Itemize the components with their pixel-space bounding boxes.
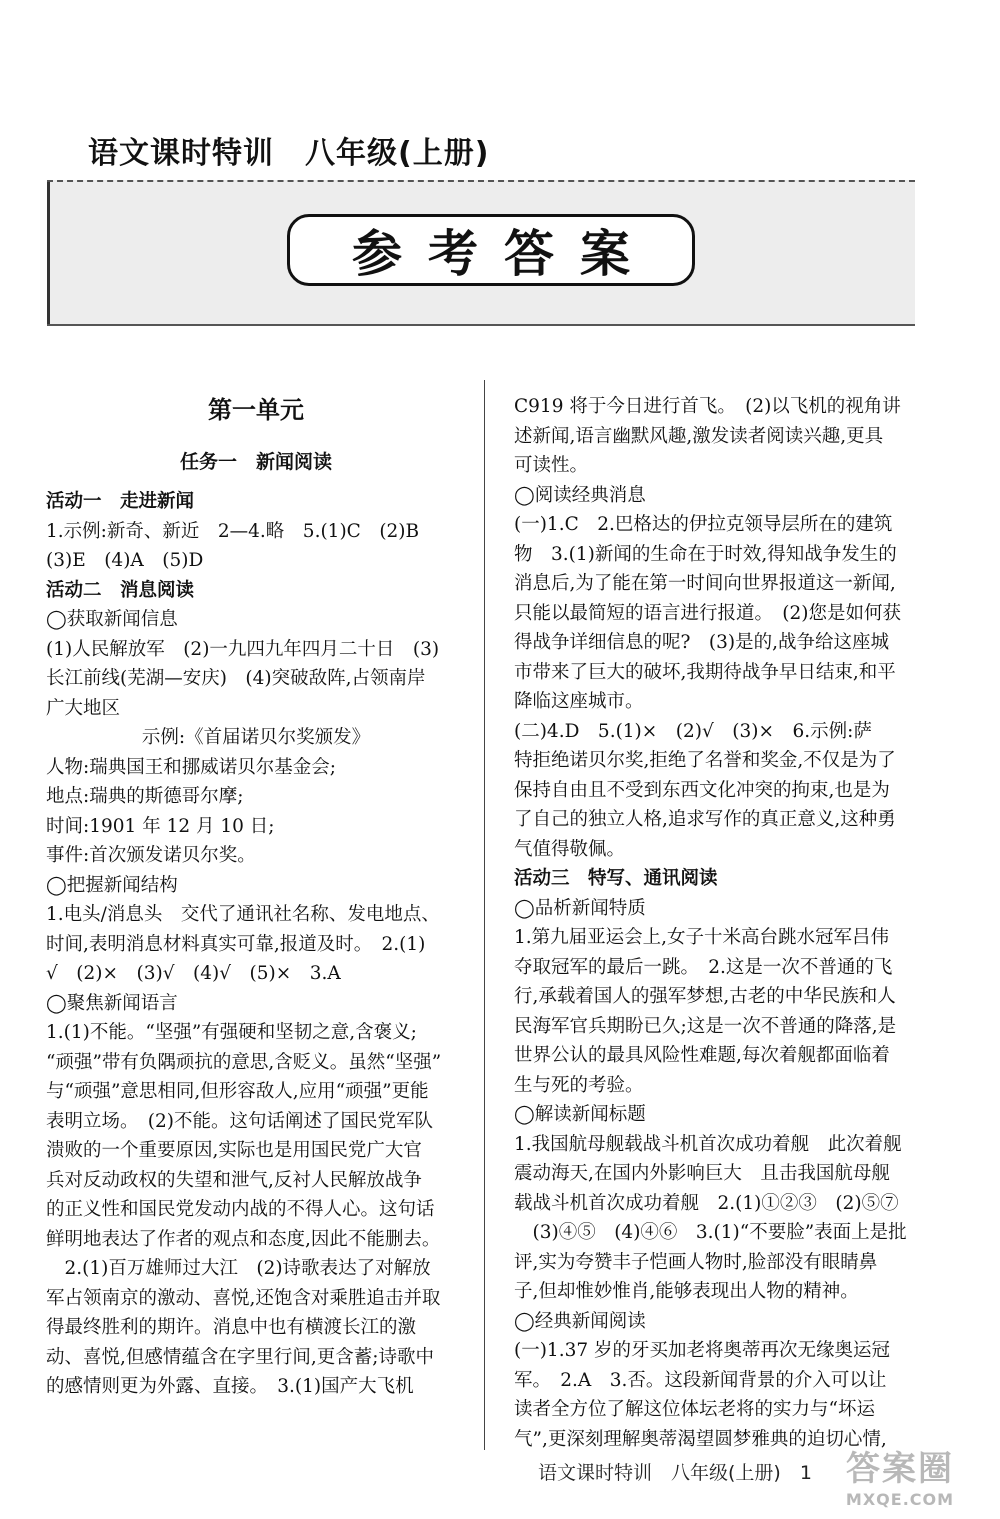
answer-line: 可读性。 <box>514 455 589 476</box>
answer-line: 长江前线(芜湖—安庆) (4)突破敌阵,占领南岸 <box>46 668 426 689</box>
answer-line: 保持自由且不受到东西文化冲突的拘束,也是为 <box>514 779 890 801</box>
answer-line: 气”,更深刻理解奥蒂渴望圆梦雅典的迫切心情, <box>514 1428 887 1450</box>
answer-line: 子,但却惟妙惟肖,能够表现出人物的精神。 <box>514 1281 859 1302</box>
answer-line: 溃败的一个重要原因,实际也是用国民党广大官 <box>46 1140 422 1161</box>
answer-line: “顽强”带有负隅顽抗的意思,含贬义。虽然“坚强” <box>46 1051 442 1073</box>
activity-heading: 活动三 特写、通讯阅读 <box>514 868 718 889</box>
answer-line: ◯聚焦新闻语言 <box>46 992 178 1014</box>
answer-line: 1.电头/消息头 交代了通讯社名称、发电地点、 <box>46 904 440 925</box>
unit-title: 第一单元 <box>208 396 304 424</box>
answer-line: 行,承载着国人的强军梦想,古老的中华民族和人 <box>514 986 896 1007</box>
left-column <box>46 392 466 1402</box>
watermark-url: MXQE.COM <box>845 1490 955 1509</box>
example-title: 示例:《首届诺贝尔奖颁发》 <box>141 727 371 748</box>
answer-line: ◯把握新闻结构 <box>46 874 178 896</box>
answer-line: ◯品析新闻特质 <box>514 897 646 919</box>
answer-line: 广大地区 <box>46 697 121 719</box>
answer-line: 动、喜悦,但感情蕴含在字里行间,更含蓄;诗歌中 <box>46 1346 434 1368</box>
answer-line: 2.(1)百万雄师过大江 (2)诗歌表达了对解放 <box>46 1258 431 1279</box>
answer-line: 鲜明地表达了作者的观点和态度,因此不能删去。 <box>46 1228 441 1250</box>
answer-line: 军占领南京的激动、喜悦,还饱含对乘胜追击并取 <box>46 1287 441 1309</box>
answer-line: 兵对反动政权的失望和泄气,反衬人民解放战争 <box>46 1169 422 1191</box>
answer-line: 时间,表明消息材料真实可靠,报道及时。 2.(1) <box>46 933 426 955</box>
answer-line: 时间:1901 年 12 月 10 日; <box>46 815 275 837</box>
answer-title: 参考答案 <box>352 225 656 283</box>
answer-line: 读者全方位了解这位体坛老将的实力与“坏运 <box>514 1399 875 1420</box>
task-title: 任务一 新闻阅读 <box>179 450 332 473</box>
answer-line: 1.(1)不能。“坚强”有强硬和坚韧之意,含褒义; <box>46 1022 417 1043</box>
answer-line: 物 3.(1)新闻的生命在于时效,得知战争发生的 <box>514 543 897 565</box>
answer-line: 载战斗机首次成功着舰 2.(1)①②③ (2)⑤⑦ <box>514 1192 899 1214</box>
answer-line: 震动海天,在国内外影响巨大 且击我国航母舰 <box>514 1163 890 1184</box>
answer-line: C919 将于今日进行首飞。 (2)以飞机的视角讲 <box>514 396 901 417</box>
answer-line: 特拒绝诺贝尔奖,拒绝了名誉和奖金,不仅是为了 <box>514 750 896 771</box>
answer-line: √ (2)× (3)√ (4)√ (5)× 3.A <box>46 963 341 984</box>
answer-line: ◯解读新闻标题 <box>514 1104 646 1125</box>
book-title: 语文课时特训 八年级(上册) <box>88 136 490 171</box>
answer-line: 市带来了巨大的破坏,我期待战争早日结束,和平 <box>514 661 896 683</box>
answer-line: ◯经典新闻阅读 <box>514 1310 646 1332</box>
answer-line: 评,实为夸赞丰子恺画人物时,脸部没有眼睛鼻 <box>514 1251 878 1273</box>
answer-line: (3)④⑤ (4)④⑥ 3.(1)“不要脸”表面上是批 <box>514 1222 907 1243</box>
activity-heading: 活动二 消息阅读 <box>46 579 195 601</box>
column-divider <box>484 380 485 1450</box>
answer-line: 得战争详细信息的呢? (3)是的,战争给这座城 <box>514 632 890 653</box>
activity-heading: 活动一 走进新闻 <box>46 491 195 512</box>
banner-edge <box>47 182 50 324</box>
answer-line: 人物:瑞典国王和挪威诺贝尔基金会; <box>46 756 336 778</box>
answer-line: 军。 2.A 3.否。这段新闻背景的介入可以让 <box>514 1369 887 1391</box>
answer-line: 世界公认的最具风险性难题,每次着舰都面临着 <box>514 1045 890 1066</box>
answer-line: (3)E (4)A (5)D <box>46 550 204 571</box>
answer-line: 消息后,为了能在第一时间向世界报道这一新闻, <box>514 573 896 594</box>
answer-line: (一)1.37 岁的牙买加老将奥蒂再次无缘奥运冠 <box>514 1340 891 1361</box>
answer-line: 与“顽强”意思相同,但形容敌人,应用“顽强”更能 <box>46 1081 429 1102</box>
answer-line: 夺取冠军的最后一跳。 2.这是一次不普通的飞 <box>514 956 893 978</box>
answer-line: ◯阅读经典消息 <box>514 484 646 506</box>
answer-line: 气值得敬佩。 <box>514 838 626 860</box>
answer-line: 事件:首次颁发诺贝尔奖。 <box>46 845 256 866</box>
answer-line: 的感情则更为外露、直接。 3.(1)国产大飞机 <box>46 1376 414 1397</box>
answer-line: 只能以最简短的语言进行报道。 (2)您是如何获 <box>514 602 901 624</box>
answer-line: 1.我国航母舰载战斗机首次成功着舰 此次着舰 <box>514 1133 902 1155</box>
answer-line: 1.示例:新奇、新近 2—4.略 5.(1)C (2)B <box>46 520 420 542</box>
answer-line: 了自己的独立人格,追求写作的真正意义,这种勇 <box>514 809 896 830</box>
right-column <box>514 392 939 1454</box>
footer-running-title: 语文课时特训 八年级(上册) 1 <box>538 1462 812 1484</box>
answer-line: (二)4.D 5.(1)× (2)√ (3)× 6.示例:萨 <box>514 720 872 742</box>
answer-line: 地点:瑞典的斯德哥尔摩; <box>46 786 244 807</box>
answer-line: (一)1.C 2.巴格达的伊拉克领导层所在的建筑 <box>514 514 893 535</box>
answer-line: 表明立场。 (2)不能。这句话阐述了国民党军队 <box>46 1110 433 1132</box>
answer-title-box <box>287 214 695 286</box>
answer-line: 的正义性和国民党发动内战的不得人心。这句话 <box>46 1199 435 1220</box>
watermark-logo <box>830 1440 970 1510</box>
watermark-text: 答案圈 <box>846 1449 954 1489</box>
answer-line: 降临这座城市。 <box>514 691 644 712</box>
answer-line: 述新闻,语言幽默风趣,激发读者阅读兴趣,更具 <box>514 425 884 447</box>
answer-line: (1)人民解放军 (2)一九四九年四月二十日 (3) <box>46 638 440 660</box>
answer-line: 1.第九届亚运会上,女子十米高台跳水冠军吕伟 <box>514 927 890 948</box>
answer-line: 生与死的考验。 <box>514 1074 644 1096</box>
answer-line: 得最终胜利的期许。消息中也有横渡长江的激 <box>46 1317 417 1338</box>
answer-line: ◯获取新闻信息 <box>46 609 178 630</box>
answer-banner <box>47 180 915 326</box>
answer-line: 民海军官兵期盼已久;这是一次不普通的降落,是 <box>514 1015 897 1037</box>
